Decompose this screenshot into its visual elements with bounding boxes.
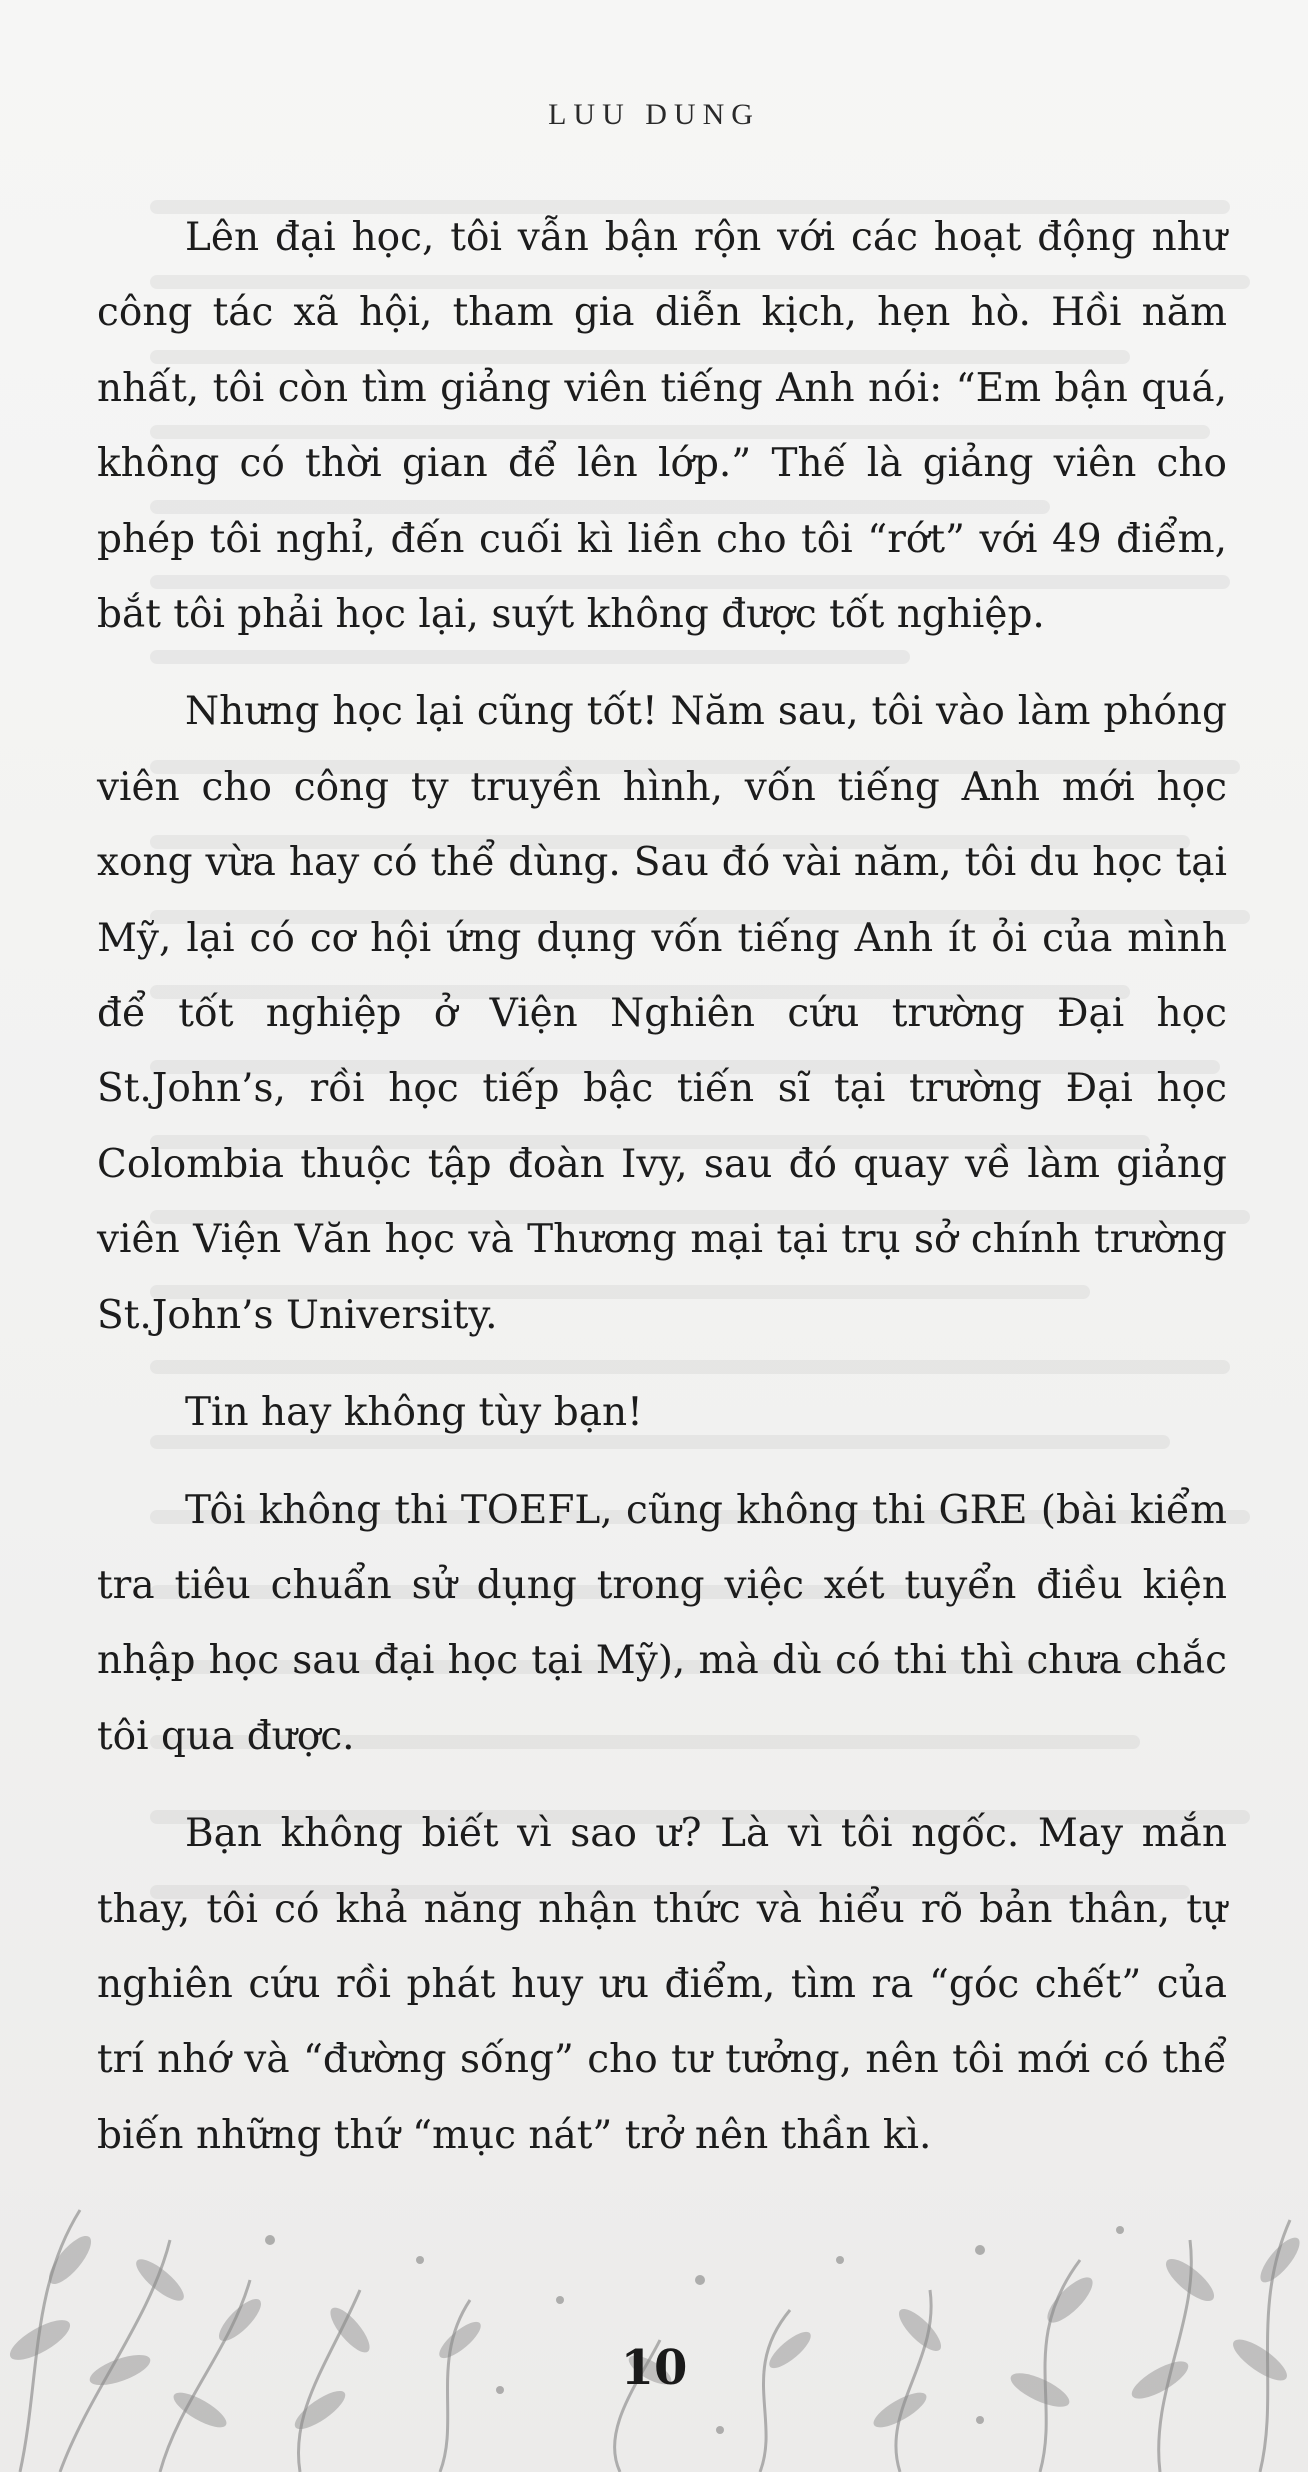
body-text xyxy=(97,200,1227,2195)
paragraph: Tôi không thi TOEFL, cũng không thi GRE (bài kiểm tra tiêu chuẩn sử dụng trong việc xét tuyển điều kiện nhập học sau đại học tại Mỹ), mà dù có thi thì chưa chắc tôi qua được. xyxy=(97,1487,1227,1759)
paragraph: Tin hay không tùy bạn! xyxy=(185,1390,643,1436)
page-number: 10 xyxy=(620,2340,688,2396)
running-header-author: LUU DUNG xyxy=(548,98,760,131)
paragraph: Bạn không biết vì sao ư? Là vì tôi ngốc. May mắn thay, tôi có khả năng nhận thức và hiểu rõ bản thân, tự nghiên cứu rồi phát huy ưu điểm, tìm ra “góc chết” của trí nhớ và “đường sống” cho tư tưởng, nên tôi mới có thể biến những thứ “mục nát” trở nên thần kì. xyxy=(97,1811,1227,2158)
paragraph: Lên đại học, tôi vẫn bận rộn với các hoạt động như công tác xã hội, tham gia diễn kịch, hẹn hò. Hồi năm nhất, tôi còn tìm giảng viên tiếng Anh nói: “Em bận quá, không có thời gian để lên lớp.” Thế là giảng viên cho phép tôi nghỉ, đến cuối kì liền cho tôi “rớt” với 49 điểm, bắt tôi phải học lại, suýt không được tốt nghiệp. xyxy=(97,215,1227,638)
paragraph: Nhưng học lại cũng tốt! Năm sau, tôi vào làm phóng viên cho công ty truyền hình, vốn tiếng Anh mới học xong vừa hay có thể dùng. Sau đó vài năm, tôi du học tại Mỹ, lại có cơ hội ứng dụng vốn tiếng Anh ít ỏi của mình để tốt nghiệp ở Viện Nghiên cứu trường Đại học St.John’s, rồi học tiếp bậc tiến sĩ tại trường Đại học Colombia thuộc tập đoàn Ivy, sau đó quay về làm giảng viên Viện Văn học và Thương mại tại trụ sở chính trường St.John’s University. xyxy=(97,689,1227,1338)
